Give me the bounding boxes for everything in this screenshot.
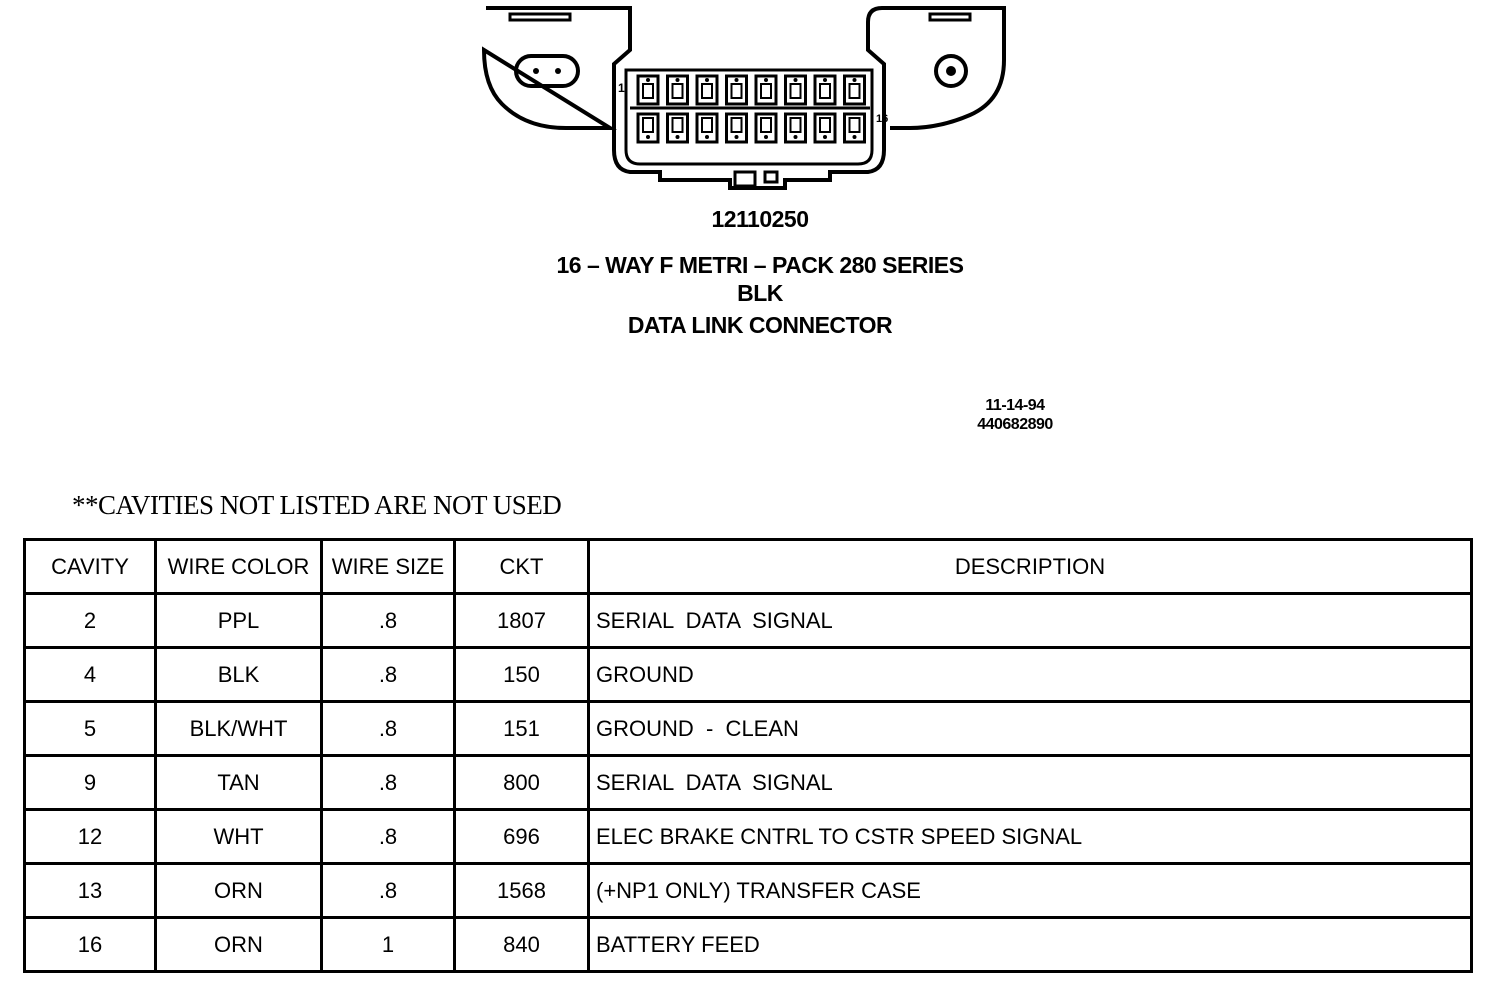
cell-wire-size: 1 [322, 918, 455, 972]
drawing-date: 11-14-94 [985, 397, 1045, 414]
table-row [25, 864, 1472, 918]
cell-wire-color: ORN [156, 918, 322, 972]
mounting-slot [516, 56, 578, 86]
pin-label-16: 16 [876, 113, 889, 125]
table-row [25, 756, 1472, 810]
pin-contact [646, 135, 650, 139]
header-ckt: CKT [455, 540, 589, 594]
table-row [25, 648, 1472, 702]
pin-contact [794, 78, 798, 82]
pin-contact [853, 78, 857, 82]
cell-cavity: 5 [25, 702, 156, 756]
pin-terminal [791, 84, 801, 98]
table-header-row [25, 540, 1472, 594]
connector-color: BLK [737, 280, 783, 306]
data-link-connector-drawing [470, 0, 1030, 200]
table-row [25, 594, 1472, 648]
housing-tab-right [930, 14, 970, 20]
cell-wire-size: .8 [322, 702, 455, 756]
cell-description: SERIAL DATA SIGNAL [589, 594, 1472, 648]
header-description: DESCRIPTION [589, 540, 1472, 594]
header-cavity: CAVITY [25, 540, 156, 594]
cell-wire-size: .8 [322, 594, 455, 648]
pin-contact [853, 135, 857, 139]
cell-cavity: 9 [25, 756, 156, 810]
cavity-table [23, 538, 1473, 973]
connector-type: 16 – WAY F METRI – PACK 280 SERIES [556, 252, 964, 278]
pin-terminal [673, 84, 683, 98]
cell-ckt: 150 [455, 648, 589, 702]
unused-cavities-note: **CAVITIES NOT LISTED ARE NOT USED [72, 490, 562, 520]
pin-terminal [643, 84, 653, 98]
pin-contact [764, 135, 768, 139]
cell-ckt: 800 [455, 756, 589, 810]
cell-wire-color: TAN [156, 756, 322, 810]
pin-contact [676, 78, 680, 82]
cell-ckt: 840 [455, 918, 589, 972]
cell-cavity: 2 [25, 594, 156, 648]
pin-contact [646, 78, 650, 82]
pin-terminal [761, 118, 771, 132]
pin-terminal [732, 84, 742, 98]
part-number: 12110250 [711, 206, 809, 232]
pin-contact [794, 135, 798, 139]
cell-description: SERIAL DATA SIGNAL [589, 756, 1472, 810]
pin-terminal [820, 84, 830, 98]
header-wire-size: WIRE SIZE [322, 540, 455, 594]
pin-contact [823, 78, 827, 82]
pin-terminal [850, 118, 860, 132]
pin-contact [705, 135, 709, 139]
pin-contact [676, 135, 680, 139]
connector-name: DATA LINK CONNECTOR [627, 312, 893, 338]
pin-contact [705, 78, 709, 82]
pin-contact [764, 78, 768, 82]
pin-contact [823, 135, 827, 139]
cell-wire-size: .8 [322, 864, 455, 918]
pin-terminal [732, 118, 742, 132]
pin-contact [735, 78, 739, 82]
cell-ckt: 1568 [455, 864, 589, 918]
housing-tab-left [510, 14, 570, 20]
pin-terminal [643, 118, 653, 132]
cell-wire-size: .8 [322, 756, 455, 810]
pin-terminal [820, 118, 830, 132]
cell-description: (+NP1 ONLY) TRANSFER CASE [589, 864, 1472, 918]
cell-ckt: 151 [455, 702, 589, 756]
cell-wire-color: WHT [156, 810, 322, 864]
cell-ckt: 696 [455, 810, 589, 864]
cell-ckt: 1807 [455, 594, 589, 648]
cell-cavity: 16 [25, 918, 156, 972]
cell-description: GROUND [589, 648, 1472, 702]
cell-description: GROUND - CLEAN [589, 702, 1472, 756]
header-wire-color: WIRE COLOR [156, 540, 322, 594]
cell-wire-size: .8 [322, 810, 455, 864]
cell-wire-color: PPL [156, 594, 322, 648]
pin-terminal [850, 84, 860, 98]
cell-wire-color: BLK/WHT [156, 702, 322, 756]
cell-description: ELEC BRAKE CNTRL TO CSTR SPEED SIGNAL [589, 810, 1472, 864]
pin-terminal [791, 118, 801, 132]
cell-wire-size: .8 [322, 648, 455, 702]
cell-wire-color: ORN [156, 864, 322, 918]
table-row [25, 918, 1472, 972]
cell-cavity: 12 [25, 810, 156, 864]
pin-terminal [761, 84, 771, 98]
cell-wire-color: BLK [156, 648, 322, 702]
pin-terminal [673, 118, 683, 132]
pin-contact [735, 135, 739, 139]
drawing-id: 440682890 [977, 416, 1053, 433]
table-row [25, 810, 1472, 864]
cell-cavity: 13 [25, 864, 156, 918]
table-row [25, 702, 1472, 756]
pin-label-1: 1 [618, 81, 625, 95]
connector-housing [484, 8, 1004, 188]
cell-description: BATTERY FEED [589, 918, 1472, 972]
cell-cavity: 4 [25, 648, 156, 702]
pin-terminal [702, 84, 712, 98]
pin-terminal [702, 118, 712, 132]
